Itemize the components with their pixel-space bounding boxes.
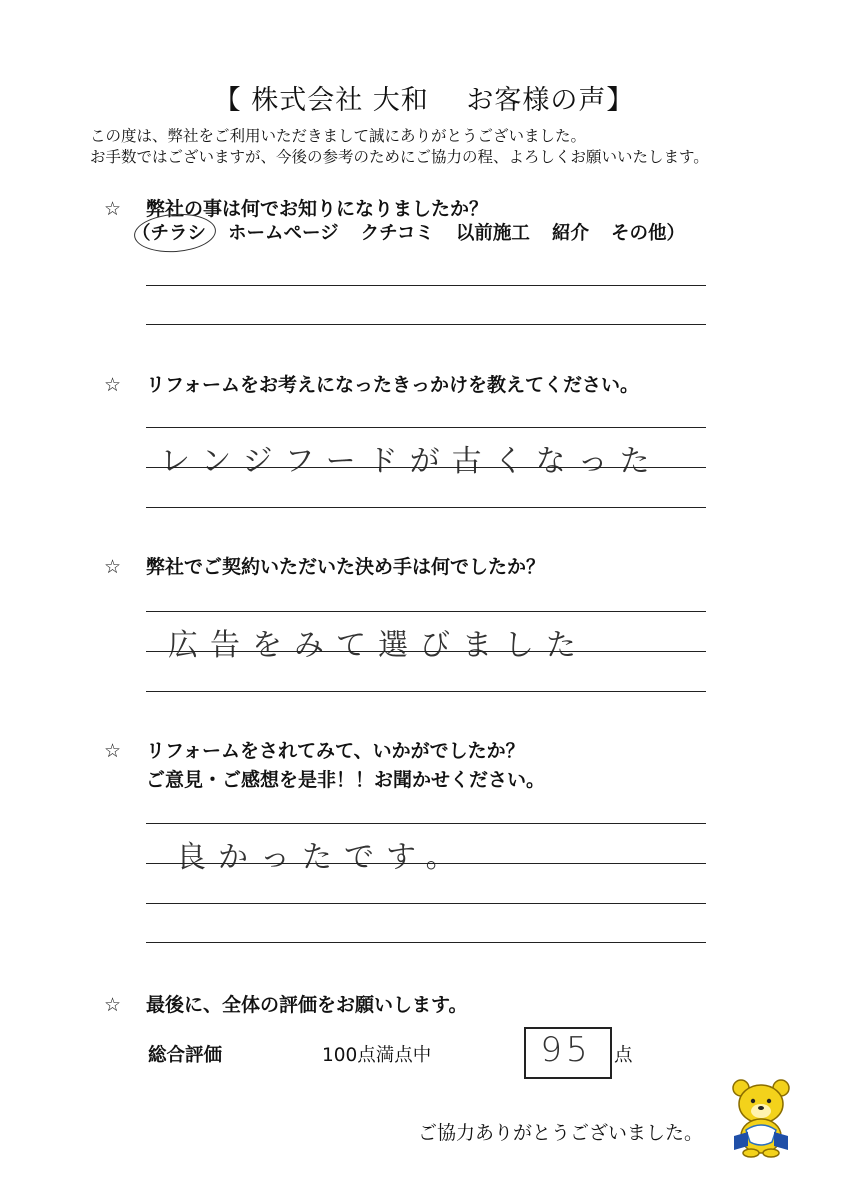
- answer-line: [146, 467, 706, 468]
- option-previous-work: 以前施工: [455, 223, 530, 244]
- page-title: 【 株式会社 大和 お客様の声】: [213, 85, 635, 116]
- star-icon: ☆: [104, 740, 122, 762]
- question-4-text-line-1: リフォームをされてみて、いかがでしたか？: [146, 740, 525, 762]
- option-other: その他）: [610, 223, 685, 244]
- answer-line: [146, 823, 706, 824]
- question-2-answer: レンジフードが古くなった: [160, 444, 662, 479]
- question-2: [104, 370, 639, 397]
- question-1-options: [132, 219, 707, 245]
- question-4-answer: 良かったです。: [176, 840, 468, 875]
- star-icon: ☆: [104, 994, 122, 1016]
- option-homepage: ホームページ: [228, 223, 339, 244]
- intro-line-1: この度は、弊社をご利用いただきまして誠にありがとうございました。: [90, 127, 587, 145]
- score-value: 95: [540, 1030, 592, 1070]
- answer-line: [146, 903, 706, 904]
- intro-line-2: お手数ではございますが、今後の参考のためにご協力の程、よろしくお願いいたします。: [90, 148, 709, 166]
- score-unit: 点: [614, 1045, 633, 1066]
- answer-line: [146, 863, 706, 864]
- option-flyer: （チラシ: [132, 223, 207, 244]
- bear-mascot-icon: [728, 1076, 794, 1158]
- question-3-text: 弊社でご契約いただいた決め手は何でしたか？: [146, 556, 546, 578]
- answer-line: [146, 651, 706, 652]
- star-icon: ☆: [104, 198, 122, 220]
- thanks-message: ご協力ありがとうございました。: [418, 1122, 704, 1144]
- star-icon: ☆: [104, 374, 122, 396]
- question-5-text: 最後に、全体の評価をお願いします。: [146, 994, 468, 1016]
- evaluation-label: 総合評価: [148, 1045, 223, 1066]
- option-word-of-mouth: クチコミ: [360, 223, 434, 244]
- option-referral: 紹介: [551, 223, 589, 244]
- question-3-answer: 広告をみて選びました: [168, 628, 588, 663]
- answer-line: [146, 507, 706, 508]
- question-2-text: リフォームをお考えになったきっかけを教えてください。: [146, 374, 640, 396]
- answer-line: [146, 942, 706, 943]
- answer-line: [146, 691, 706, 692]
- answer-line: [146, 427, 706, 428]
- question-5: [104, 990, 467, 1017]
- answer-line: [146, 324, 706, 325]
- star-icon: ☆: [104, 556, 122, 578]
- answer-line: [146, 285, 706, 286]
- question-3: [104, 552, 545, 579]
- question-4: [104, 736, 525, 763]
- evaluation-scale: 100点満点中: [322, 1045, 432, 1066]
- question-1-text: 弊社の事は何でお知りになりましたか？: [146, 198, 489, 220]
- answer-line: [146, 611, 706, 612]
- question-4-text-line-2: ご意見・ご感想を是非！！お聞かせください。: [146, 769, 546, 791]
